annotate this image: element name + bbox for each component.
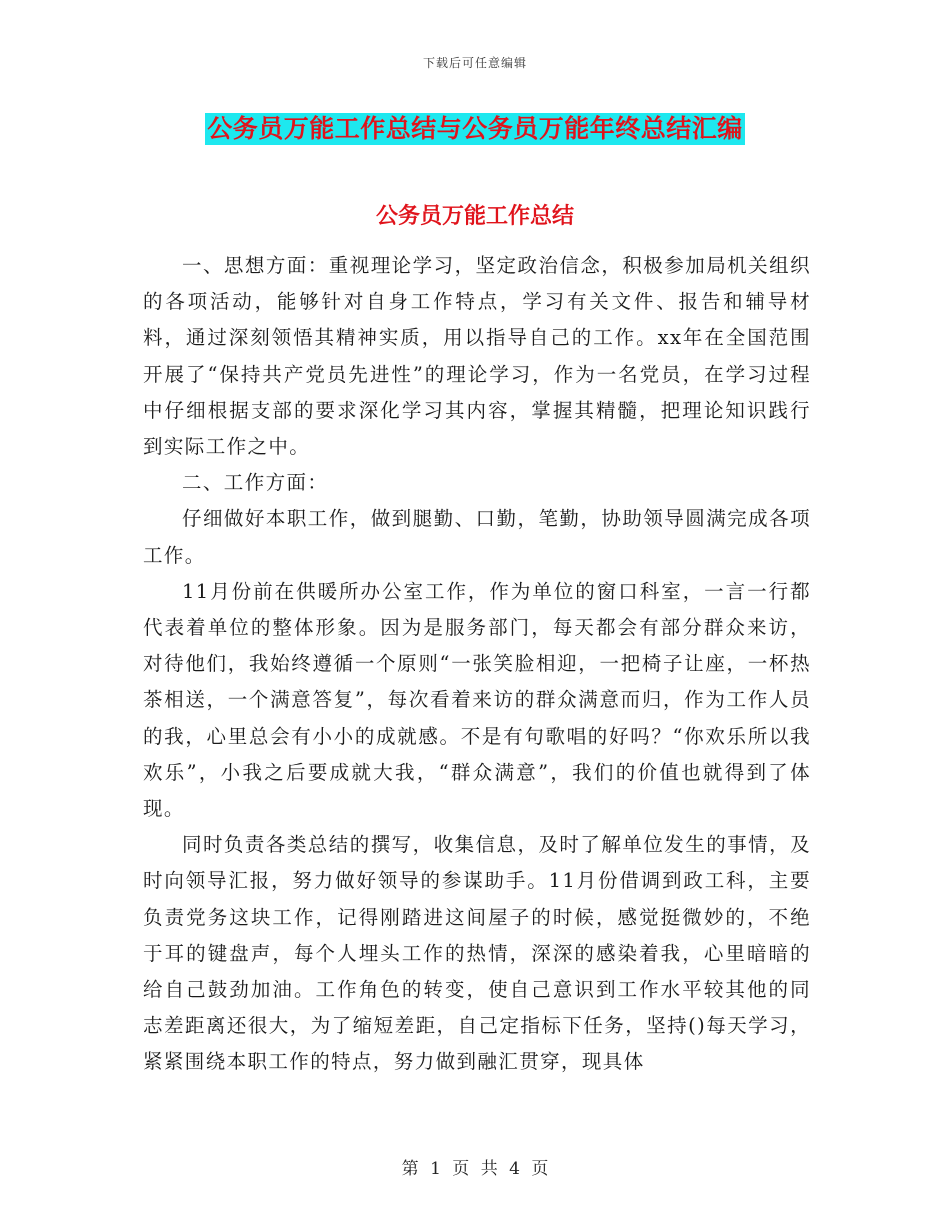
section-title: 公务员万能工作总结	[375, 204, 574, 229]
document-title: 公务员万能工作总结与公务员万能年终总结汇编	[207, 114, 743, 143]
header-note: 下载后可任意编辑	[422, 56, 527, 70]
paragraph-summaries: 同时负责各类总结的撰写，收集信息，及时了解单位发生的事情，及时向领导汇报，努力做好领导的参谋助手。11月份借调到政工科，主要负责党务这块工作，记得刚踏进这间屋子的时候，感觉挺微妙的，不绝于耳的键盘声，每个人埋头工作的热情，深深的感染着我，心里暗暗的给自己鼓劲加油。工作角色的转变，使自己意识到工作水平较其他的同志差距离还很大，为了缩短差距，自己定指标下任务，坚持()每天学习，紧紧围绕本职工作的特点，努力做到融汇贯穿，现具体	[143, 833, 811, 1074]
paragraph-heating-office: 11月份前在供暖所办公室工作，作为单位的窗口科室，一言一行都代表着单位的整体形象。因为是服务部门，每天都会有部分群众来访，对待他们，我始终遵循一个原则“一张笑脸相迎，一把椅子让座，一杯热茶相送，一个满意答复”，每次看着来访的群众满意而归，作为工作人员的我，心里总会有小小的成就感。不是有句歌唱的好吗？“你欢乐所以我欢乐”，小我之后要成就大我，“群众满意”，我们的价值也就得到了体现。	[143, 579, 811, 821]
page-number-footer: 第 1 页 共 4 页	[401, 1159, 549, 1179]
document-title-block	[0, 113, 950, 145]
paragraph-ideology: 一、思想方面：重视理论学习，坚定政治信念，积极参加局机关组织的各项活动，能够针对自身工作特点，学习有关文件、报告和辅导材料，通过深刻领悟其精神实质，用以指导自己的工作。xx年在全国范围开展了“保持共产党员先进性”的理论学习，作为一名党员，在学习过程中仔细根据支部的要求深化学习其内容，掌握其精髓，把理论知识践行到实际工作之中。	[143, 254, 811, 459]
paragraph-work-heading: 二、工作方面：	[182, 471, 329, 495]
document-body	[143, 248, 811, 1081]
paragraph-duties: 仔细做好本职工作，做到腿勤、口勤，笔勤，协助领导圆满完成各项工作。	[143, 507, 811, 567]
